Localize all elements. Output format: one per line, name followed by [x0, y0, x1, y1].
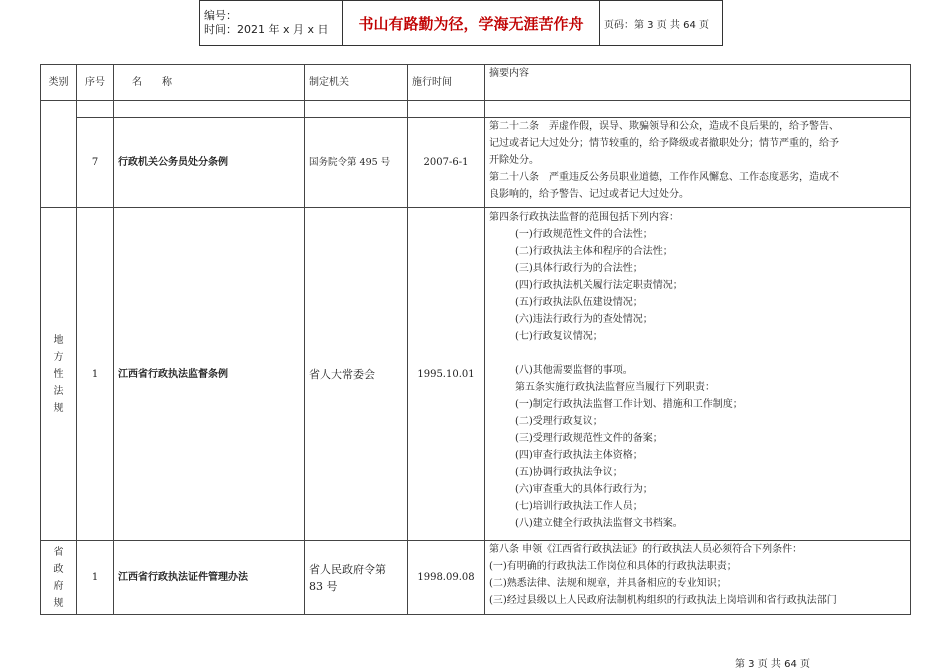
row-name: 江西省行政执法证件管理办法: [114, 541, 305, 615]
row-category: 省政府规: [41, 541, 77, 615]
row-summary: [485, 541, 911, 615]
page-footer: 第 3 页 共 64 页: [735, 659, 810, 670]
col-header-date: 施行时间: [408, 65, 485, 101]
blank-line: [489, 345, 906, 362]
summary-line: (一)行政规范性文件的合法性；: [515, 229, 653, 240]
header-meta: [200, 1, 343, 46]
col-header-summary: 摘要内容: [485, 65, 911, 101]
col-header-seq: 序号: [77, 65, 114, 101]
table-row: [41, 118, 911, 208]
summary-line: 良影响的，给予警告、记过或者记大过处分。: [489, 189, 689, 200]
summary-line: (七)行政复议情况；: [515, 331, 603, 342]
summary-line: (二)行政执法主体和程序的合法性；: [515, 246, 673, 257]
row-seq: 1: [77, 541, 114, 615]
col-header-authority: 制定机关: [305, 65, 408, 101]
table-row: [41, 208, 911, 541]
summary-line: (八)其他需要监督的事项。: [515, 365, 633, 376]
spacer-row: [41, 101, 911, 118]
row-seq: 7: [77, 118, 114, 208]
summary-line: (六)审查重大的具体行政行为；: [515, 484, 653, 495]
summary-line: (五)协调行政执法争议；: [515, 467, 623, 478]
row-date: 1995.10.01: [408, 208, 485, 541]
summary-line: 开除处分。: [489, 155, 539, 166]
category-cell-empty: [41, 101, 77, 208]
summary-line: (八)建立健全行政执法监督文书档案。: [515, 518, 683, 529]
summary-line: 第八条 申领《江西省行政执法证》的行政执法人员必须符合下列条件：: [489, 544, 803, 555]
summary-line: (三)具体行政行为的合法性；: [515, 263, 643, 274]
table-row: [41, 541, 911, 615]
summary-line: (二)受理行政复议；: [515, 416, 603, 427]
col-header-name: 名 称: [114, 65, 305, 101]
row-seq: 1: [77, 208, 114, 541]
row-date: 2007-6-1: [408, 118, 485, 208]
summary-line: (五)行政执法队伍建设情况；: [515, 297, 643, 308]
summary-line: 记过或者记大过处分；情节较重的，给予降级或者撤职处分；情节严重的，给予: [489, 138, 839, 149]
summary-line: (六)违法行政行为的查处情况；: [515, 314, 653, 325]
summary-line: (三)经过县级以上人民政府法制机构组织的行政执法上岗培训和省行政执法部门: [489, 595, 837, 606]
summary-line: (一)制定行政执法监督工作计划、措施和工作制度；: [515, 399, 743, 410]
row-date: 1998.09.08: [408, 541, 485, 615]
summary-line: (四)行政执法机关履行法定职责情况；: [515, 280, 683, 291]
page-label: 页码：第 3 页 共 64 页: [600, 1, 723, 46]
row-category: 地方性法规: [41, 208, 77, 541]
col-header-category: 类别: [41, 65, 77, 101]
row-authority: 省人大常委会: [305, 208, 408, 541]
summary-line: 第五条实施行政执法监督应当履行下列职责：: [515, 382, 715, 393]
row-summary: [485, 208, 911, 541]
time-label: 时间：2021 年 x 月 x 日: [204, 23, 329, 36]
summary-line: (七)培训行政执法工作人员；: [515, 501, 643, 512]
summary-line: 第二十二条 弄虚作假，误导、欺骗领导和公众，造成不良后果的，给予警告、: [489, 121, 839, 132]
page-header: [199, 0, 723, 46]
summary-line: (一)有明确的行政执法工作岗位和具体的行政执法职责；: [489, 561, 737, 572]
summary-line: 第二十八条 严重违反公务员职业道德，工作作风懈怠、工作态度恶劣，造成不: [489, 172, 839, 183]
number-label: 编号：: [204, 9, 237, 22]
row-summary: [485, 118, 911, 208]
table-header-row: [41, 65, 911, 101]
regulations-table: [40, 64, 911, 615]
summary-line: (四)审查行政执法主体资格；: [515, 450, 643, 461]
summary-line: (三)受理行政规范性文件的备案；: [515, 433, 663, 444]
row-authority: 省人民政府令第 83 号: [305, 541, 408, 615]
summary-line: 第四条行政执法监督的范围包括下列内容：: [489, 212, 679, 223]
summary-line: (二)熟悉法律、法规和规章，并具备相应的专业知识；: [489, 578, 727, 589]
row-authority: 国务院令第 495 号: [305, 118, 408, 208]
row-name: 江西省行政执法监督条例: [114, 208, 305, 541]
row-name: 行政机关公务员处分条例: [114, 118, 305, 208]
motto: 书山有路勤为径，学海无涯苦作舟: [343, 1, 600, 46]
